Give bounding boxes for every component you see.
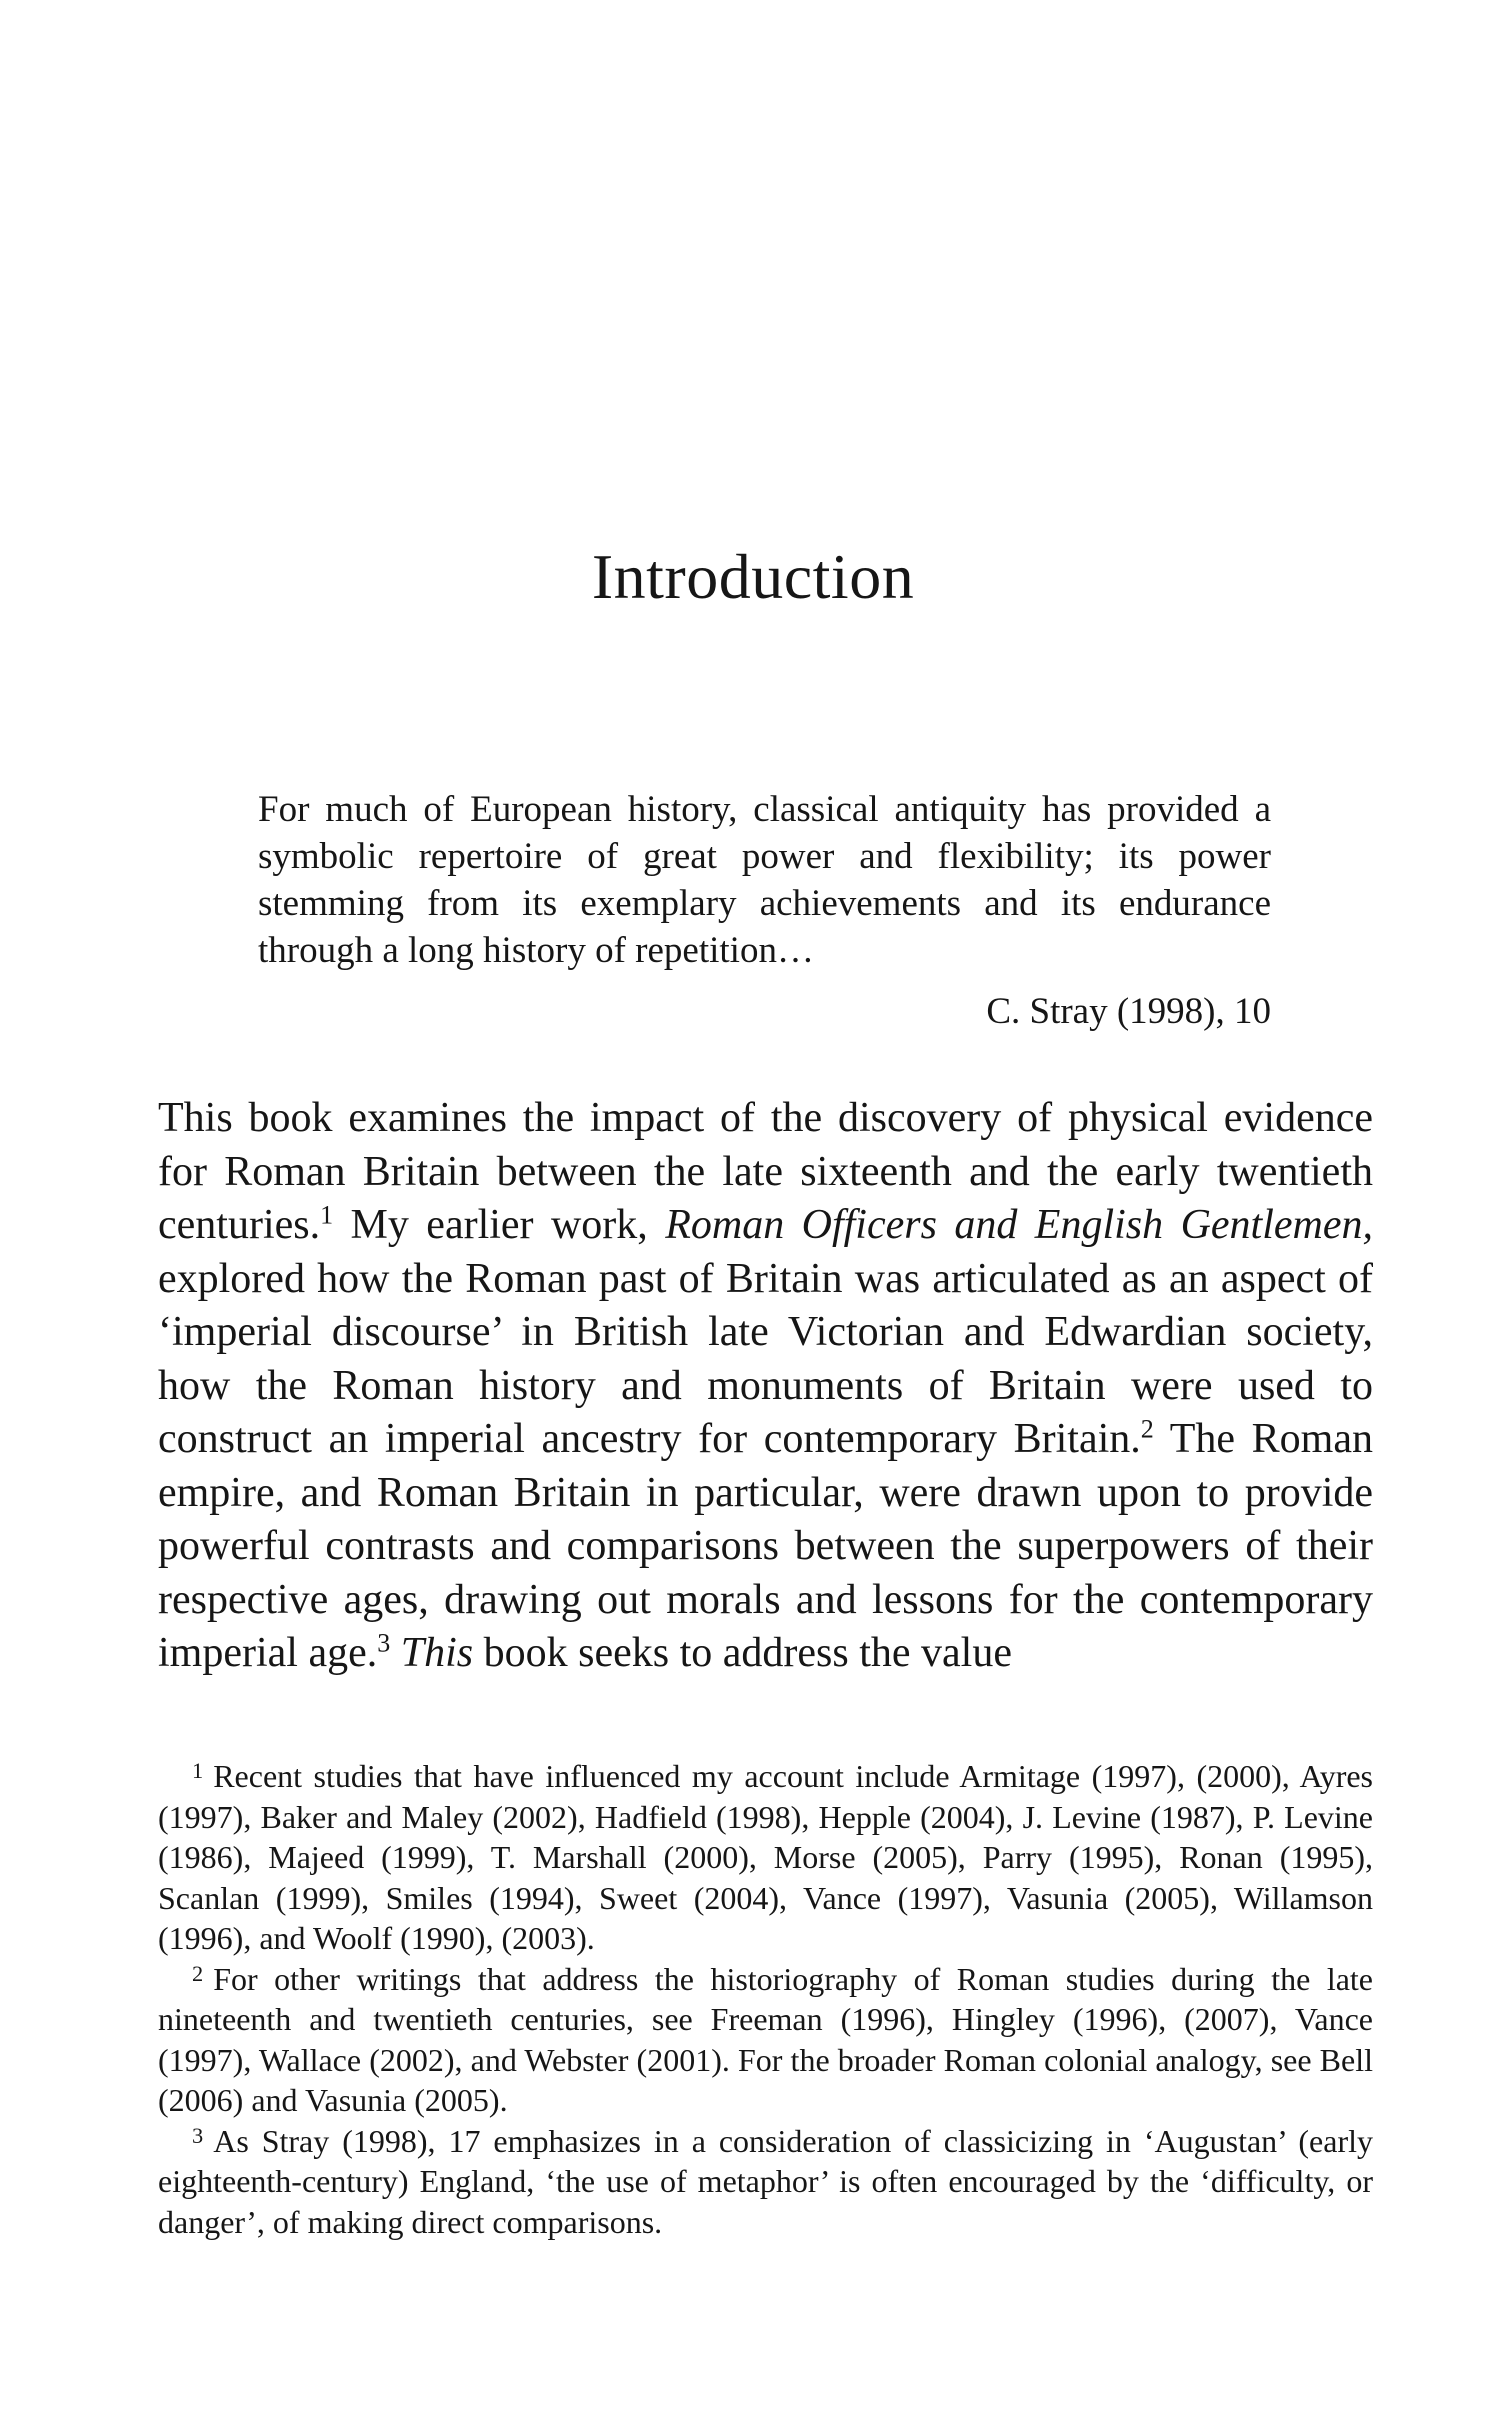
footnote-text: Recent studies that have influenced my account include Armitage (1997), (2000), Ayres (1997), Baker and Maley (2002), Hadfield (1998), Hepple (2004), J. Levine (1987), P. Levine (1986), Majeed (1999), T. Marshall (2000), Morse (2005), Parry (1995), Ronan (1995), Scanlan (1999), Smiles (1994), Sweet (2004), Vance (1997), Vasunia (2005), Willamson (1996), and Woolf (1990), (2003).	[158, 1758, 1373, 1956]
footnote-3	[158, 2121, 1373, 2243]
footnote-number: 3	[192, 2122, 204, 2148]
emphasis-this: This	[400, 1630, 474, 1676]
footnote-ref-1: 1	[320, 1200, 334, 1230]
body-text-segment: explored how the Roman past of Britain was articulated as an aspect of ‘imperial discourse’ in British late Victorian and Edwardian society, how the Roman history and monuments of Britain were used to construct an imperial ancestry for contemporary Britain.	[158, 1255, 1373, 1462]
body-paragraph	[158, 1092, 1373, 1681]
book-title: Roman Officers and English Gentlemen,	[665, 1202, 1373, 1248]
footnote-2	[158, 1959, 1373, 2121]
body-text-segment: book seeks to address the value	[473, 1630, 1012, 1676]
epigraph-quote: For much of European history, classical antiquity has provided a symbolic repertoire of great power and flexibility; its power stemming from its exemplary achievements and its endurance through a long history of repetition…	[258, 789, 1271, 971]
epigraph	[258, 786, 1271, 1035]
footnote-text: As Stray (1998), 17 emphasizes in a consideration of classicizing in ‘Augustan’ (early eighteenth-century) England, ‘the use of metaphor’ is often encouraged by the ‘difficulty, or danger’, of making direct comparisons.	[158, 2122, 1373, 2240]
footnote-ref-2: 2	[1140, 1414, 1154, 1444]
body-text-segment: My earlier work,	[333, 1202, 666, 1248]
body-text-segment: The Roman empire, and Roman Britain in particular, were drawn upon to provide powerful contrasts and comparisons between the superpowers of their respective ages, drawing out morals and lessons for the contemporary imperial age.	[158, 1416, 1373, 1676]
body-text-segment: This book examines the impact of the discovery of physical evidence for Roman Britain between the late sixteenth and the early twentieth centuries.	[158, 1095, 1373, 1248]
footnote-number: 2	[192, 1960, 204, 1986]
footnote-text: For other writings that address the historiography of Roman studies during the late nineteenth and twentieth centuries, see Freeman (1996), Hingley (1996), (2007), Vance (1997), Wallace (2002), and Webster (2001). For the broader Roman colonial analogy, see Bell (2006) and Vasunia (2005).	[158, 1960, 1373, 2118]
chapter-title: Introduction	[591, 541, 915, 612]
epigraph-source: C. Stray (1998), 10	[986, 991, 1271, 1032]
footnotes	[158, 1756, 1373, 2242]
footnote-ref-3: 3	[377, 1628, 391, 1658]
footnote-1	[158, 1756, 1373, 1959]
footnote-number: 1	[192, 1758, 204, 1784]
